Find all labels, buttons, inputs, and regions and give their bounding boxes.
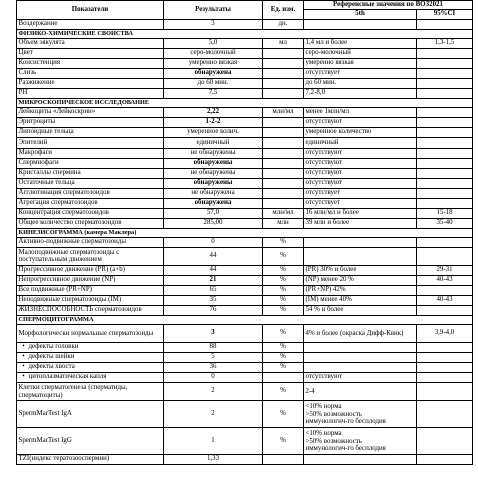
section-title: КИНЕЗИСОГРАММА (камера Маклера) [17, 228, 473, 237]
reference-cell: <10% норма >50% возможность иммунологич-го бесплодия [304, 428, 417, 455]
result-cell: 3 [164, 325, 263, 343]
result-cell: 21 [164, 275, 263, 285]
result-cell: 1-2-2 [164, 118, 263, 128]
indicator-cell [17, 296, 164, 306]
indicator-name: Спермиофаги [18, 158, 59, 166]
unit-cell [263, 79, 304, 89]
unit-cell [263, 198, 304, 208]
unit-cell: % [263, 247, 304, 265]
unit-cell: мл [263, 39, 304, 49]
ci-cell [417, 363, 473, 373]
indicator-name: Разжижение [18, 79, 55, 87]
ci-cell [417, 20, 473, 30]
reference-cell: менее 1млн/мл [304, 108, 417, 118]
reference-cell: 16 млн/мл и более [304, 208, 417, 218]
unit-cell: % [263, 383, 304, 401]
unit-cell: % [263, 306, 304, 316]
table-row [17, 118, 473, 128]
reference-cell: 7,2-8,0 [304, 89, 417, 99]
reference-cell: отсутствует [304, 69, 417, 79]
ci-cell: 40-43 [417, 275, 473, 285]
table-row [17, 383, 473, 401]
indicator-name: Агглютинация сперматозоидов [18, 188, 110, 196]
reference-cell [304, 353, 417, 363]
table-row [17, 178, 473, 188]
unit-cell [263, 373, 304, 383]
reference-cell: отсутствуют [304, 158, 417, 168]
section-header [17, 99, 473, 108]
table-row [17, 89, 473, 99]
indicator-cell [17, 208, 164, 218]
result-cell: до 60 мин. [164, 79, 263, 89]
reference-cell: единичный [304, 138, 417, 148]
reference-cell [304, 343, 417, 353]
reference-cell: <10% норма >50% возможность иммунологич-го бесплодия [304, 401, 417, 428]
header-95ci: 95%CI [417, 10, 473, 20]
indicator-cell [17, 383, 164, 401]
reference-cell [304, 237, 417, 247]
result-cell: 65 [164, 286, 263, 296]
header-result: Результаты [164, 1, 263, 20]
unit-cell: млн/мл [263, 108, 304, 118]
indicator-name: Прогрессивное движение (PR) (a+b) [18, 266, 125, 273]
table-row [17, 128, 473, 138]
result-cell: не обнаружены [164, 148, 263, 158]
table-row [17, 428, 473, 455]
indicator-cell [17, 158, 164, 168]
indicator-cell [17, 79, 164, 89]
ci-cell [417, 343, 473, 353]
result-cell: единичный [164, 138, 263, 148]
table-row [17, 79, 473, 89]
header-row [17, 1, 473, 10]
indicator-cell [17, 49, 164, 59]
unit-cell [263, 188, 304, 198]
table-row [17, 296, 473, 306]
unit-cell: % [263, 325, 304, 343]
indicator-name: Общее количество сперматозоидов [18, 218, 122, 226]
ci-cell: 15-18 [417, 208, 473, 218]
ci-cell [417, 168, 473, 178]
unit-cell: % [263, 286, 304, 296]
reference-cell: (IM) менее 40% [304, 296, 417, 306]
reference-cell: умеренное количество [304, 128, 417, 138]
ci-cell [417, 428, 473, 455]
unit-cell [263, 89, 304, 99]
reference-cell [304, 363, 417, 373]
indicator-name: SpermMarTest IgG [18, 437, 72, 445]
unit-cell: дн. [263, 20, 304, 30]
unit-cell [263, 128, 304, 138]
ci-cell [417, 383, 473, 401]
reference-cell: отсутствуют [304, 178, 417, 188]
table-row [17, 306, 473, 316]
ci-cell [417, 198, 473, 208]
section-title: СПЕРМОЦИТОГРАММА [17, 316, 473, 325]
indicator-cell [17, 373, 164, 383]
reference-cell [304, 20, 417, 30]
result-cell: 1,33 [164, 455, 263, 465]
unit-cell: % [263, 237, 304, 247]
section-title: ФИЗИКО-ХИМИЧЕСКИЕ СВОЙСТВА [17, 30, 473, 39]
ci-cell [417, 188, 473, 198]
section-title: МИКРОСКОПИЧЕСКОЕ ИССЛЕДОВАНИЕ [17, 99, 473, 108]
table-row [17, 49, 473, 59]
table-row [17, 138, 473, 148]
indicator-cell [17, 247, 164, 265]
indicator-cell [17, 128, 164, 138]
reference-cell [304, 247, 417, 265]
reference-cell: до 60 мин. [304, 79, 417, 89]
indicator-name: Липоидные тельца [18, 128, 74, 136]
reference-cell: 4% и более (окраска Дифф-Квик) [304, 325, 417, 343]
table-row [17, 158, 473, 168]
header-unit: Ед. изм. [263, 1, 304, 20]
ci-cell [417, 401, 473, 428]
reference-cell: отсутствуют [304, 118, 417, 128]
table-row [17, 218, 473, 228]
ci-cell [417, 89, 473, 99]
result-cell: 7,5 [164, 89, 263, 99]
ci-cell [417, 373, 473, 383]
section-header [17, 316, 473, 325]
reference-cell: отсутствуют [304, 148, 417, 158]
section-header [17, 30, 473, 39]
reference-cell: отсутствуют [304, 168, 417, 178]
unit-cell: % [263, 363, 304, 373]
indicator-name: Слизь [18, 69, 37, 77]
indicator-name: Лейкоциты «Лейкоскрин» [18, 108, 96, 116]
reference-cell: отсутствует [304, 188, 417, 198]
unit-cell [263, 168, 304, 178]
indicator-cell [17, 353, 164, 363]
section-header [17, 228, 473, 237]
indicator-name: Воздержание [18, 20, 58, 28]
ci-cell [417, 138, 473, 148]
unit-cell: млн/мл [263, 208, 304, 218]
result-cell: 5,0 [164, 39, 263, 49]
result-cell: 285,00 [164, 218, 263, 228]
result-cell: обнаружена [164, 69, 263, 79]
table-row [17, 69, 473, 79]
indicator-name: SpermMarTest IgA [18, 410, 72, 418]
indicator-cell [17, 275, 164, 285]
unit-cell: % [263, 265, 304, 275]
reference-cell: отсутствуют [304, 373, 417, 383]
ci-cell [417, 69, 473, 79]
indicator-cell [17, 198, 164, 208]
result-cell: обнаружена [164, 198, 263, 208]
unit-cell: % [263, 275, 304, 285]
unit-cell: млн [263, 218, 304, 228]
result-cell: 0 [164, 237, 263, 247]
indicator-name: Остаточные тельца [18, 178, 75, 186]
result-cell: 88 [164, 343, 263, 353]
indicator-name: цитоплазматическая капля [28, 373, 107, 381]
indicator-name: Агрегация сперматозоидов [18, 198, 98, 206]
header-indicator: Показатели [17, 1, 164, 20]
indicator-name: Морфологически нормальные сперматозоиды [18, 329, 154, 337]
indicator-cell [17, 148, 164, 158]
table-row [17, 373, 473, 383]
bullet-icon: • [22, 343, 25, 351]
ci-cell: 29-31 [417, 265, 473, 275]
unit-cell [263, 59, 304, 69]
bullet-icon: • [22, 353, 25, 361]
indicator-cell [17, 265, 164, 275]
unit-cell [263, 455, 304, 465]
indicator-cell [17, 363, 164, 373]
unit-cell [263, 49, 304, 59]
reference-cell [304, 455, 417, 465]
indicator-name: Эритроциты [18, 118, 56, 126]
table-row [17, 198, 473, 208]
ci-cell [417, 286, 473, 296]
indicator-name: Макрофаги [18, 148, 52, 156]
table-row [17, 148, 473, 158]
ci-cell [417, 108, 473, 118]
indicator-cell [17, 325, 164, 343]
unit-cell: % [263, 296, 304, 306]
result-cell: 2 [164, 383, 263, 401]
semen-analysis-table [16, 0, 473, 465]
table-row [17, 353, 473, 363]
result-cell: 2,22 [164, 108, 263, 118]
reference-cell: серо-молочный [304, 49, 417, 59]
indicator-cell [17, 178, 164, 188]
bullet-icon: • [22, 373, 25, 381]
unit-cell [263, 69, 304, 79]
result-cell: 76 [164, 306, 263, 316]
indicator-cell [17, 89, 164, 99]
reference-cell: (NP) менее 20 % [304, 275, 417, 285]
unit-cell [263, 118, 304, 128]
ci-cell [417, 49, 473, 59]
indicator-cell [17, 168, 164, 178]
indicator-name: Неподвижные сперматозоиды (IM) [18, 296, 122, 304]
unit-cell: % [263, 353, 304, 363]
indicator-cell [17, 218, 164, 228]
indicator-cell [17, 286, 164, 296]
ci-cell [417, 128, 473, 138]
indicator-cell [17, 306, 164, 316]
result-cell: 2 [164, 401, 263, 428]
table-row [17, 265, 473, 275]
table-row [17, 208, 473, 218]
table-row [17, 325, 473, 343]
result-cell: не обнаружены [164, 168, 263, 178]
table-row [17, 237, 473, 247]
table-row [17, 188, 473, 198]
table-body [17, 1, 473, 465]
unit-cell [263, 158, 304, 168]
ci-cell [417, 118, 473, 128]
ci-cell [417, 79, 473, 89]
ci-cell [417, 59, 473, 69]
ci-cell [417, 178, 473, 188]
indicator-cell [17, 118, 164, 128]
unit-cell [263, 148, 304, 158]
result-cell: не обнаружена [164, 188, 263, 198]
indicator-cell [17, 188, 164, 198]
result-cell: 44 [164, 247, 263, 265]
unit-cell: % [263, 428, 304, 455]
indicator-name: Кристаллы спермина [18, 168, 81, 176]
ci-cell: 35-40 [417, 218, 473, 228]
result-cell: 36 [164, 363, 263, 373]
indicator-cell [17, 401, 164, 428]
unit-cell: % [263, 401, 304, 428]
indicator-name: Непрогрессивное движение (NP) [18, 276, 116, 284]
reference-cell: умеренно вязкая [304, 59, 417, 69]
result-cell: обнаружены [164, 178, 263, 188]
indicator-name: Концентрация сперматозоидов [18, 208, 109, 216]
table-row [17, 108, 473, 118]
result-cell: 5 [164, 353, 263, 363]
indicator-cell [17, 455, 164, 465]
indicator-name: Клетки сперматогенеза (сперматиды, сперматоциты) [18, 383, 128, 399]
reference-cell: 2-4 [304, 383, 417, 401]
indicator-name: ЖИЗНЕСПОСОБНОСТЬ сперматозоидов [18, 306, 142, 314]
table-row [17, 275, 473, 285]
indicator-cell [17, 59, 164, 69]
table-row [17, 168, 473, 178]
header-reference: Референсные значения по ВОЗ2021 [304, 1, 473, 10]
table-row [17, 401, 473, 428]
unit-cell: % [263, 343, 304, 353]
table-row [17, 343, 473, 353]
result-cell: 1 [164, 428, 263, 455]
indicator-cell [17, 69, 164, 79]
indicator-name: Объем эякулята [18, 39, 65, 47]
indicator-cell [17, 343, 164, 353]
ci-cell [417, 306, 473, 316]
indicator-name: дефекты хвоста [28, 363, 75, 371]
indicator-name: PH [18, 89, 28, 97]
result-cell: серо-молочный [164, 49, 263, 59]
indicator-cell [17, 39, 164, 49]
indicator-name: дефекты шейки [28, 353, 75, 361]
ci-cell [417, 237, 473, 247]
table-row [17, 39, 473, 49]
reference-cell: (PR) 30% и более [304, 265, 417, 275]
result-cell: умеренное колич. [164, 128, 263, 138]
ci-cell: 3,9-4,0 [417, 325, 473, 343]
indicator-cell [17, 237, 164, 247]
indicator-name: Активно-подвижные сперматозоиды [18, 237, 127, 245]
bullet-icon: • [22, 363, 25, 371]
ci-cell [417, 148, 473, 158]
indicator-cell [17, 138, 164, 148]
indicator-name: TZI(индекс тератозооспермии) [18, 455, 110, 463]
indicator-name: Цвет [18, 49, 33, 57]
ci-cell [417, 247, 473, 265]
indicator-cell [17, 108, 164, 118]
indicator-cell [17, 428, 164, 455]
reference-cell: (PR+NP) 42% [304, 286, 417, 296]
indicator-name: Малоподвижные сперматозоиды с поступательным движением [18, 248, 120, 264]
reference-cell: 39 млн и более [304, 218, 417, 228]
result-cell: 44 [164, 265, 263, 275]
table-row [17, 286, 473, 296]
ci-cell [417, 353, 473, 363]
ci-cell: 40-43 [417, 296, 473, 306]
ci-cell [417, 455, 473, 465]
table-row [17, 59, 473, 69]
table-row [17, 247, 473, 265]
indicator-name: Консистенция [18, 59, 60, 67]
table-row [17, 20, 473, 30]
indicator-name: дефекты головки [28, 343, 79, 351]
unit-cell [263, 138, 304, 148]
ci-cell [417, 158, 473, 168]
result-cell: обнаружены [164, 158, 263, 168]
indicator-cell [17, 20, 164, 30]
result-cell: 57,0 [164, 208, 263, 218]
result-cell: 3 [164, 20, 263, 30]
reference-cell: 1,4 мл и более [304, 39, 417, 49]
indicator-name: Эпителий [18, 138, 48, 146]
result-cell: 35 [164, 296, 263, 306]
reference-cell: отсутствует [304, 198, 417, 208]
indicator-name: Все подвижные (PR+NP) [18, 286, 92, 294]
ci-cell: 1,3-1,5 [417, 39, 473, 49]
header-5th: 5th [304, 10, 417, 20]
table-row [17, 455, 473, 465]
reference-cell: 54 % и более [304, 306, 417, 316]
unit-cell [263, 178, 304, 188]
result-cell: 0 [164, 373, 263, 383]
table-row [17, 363, 473, 373]
result-cell: умеренно вязкая [164, 59, 263, 69]
